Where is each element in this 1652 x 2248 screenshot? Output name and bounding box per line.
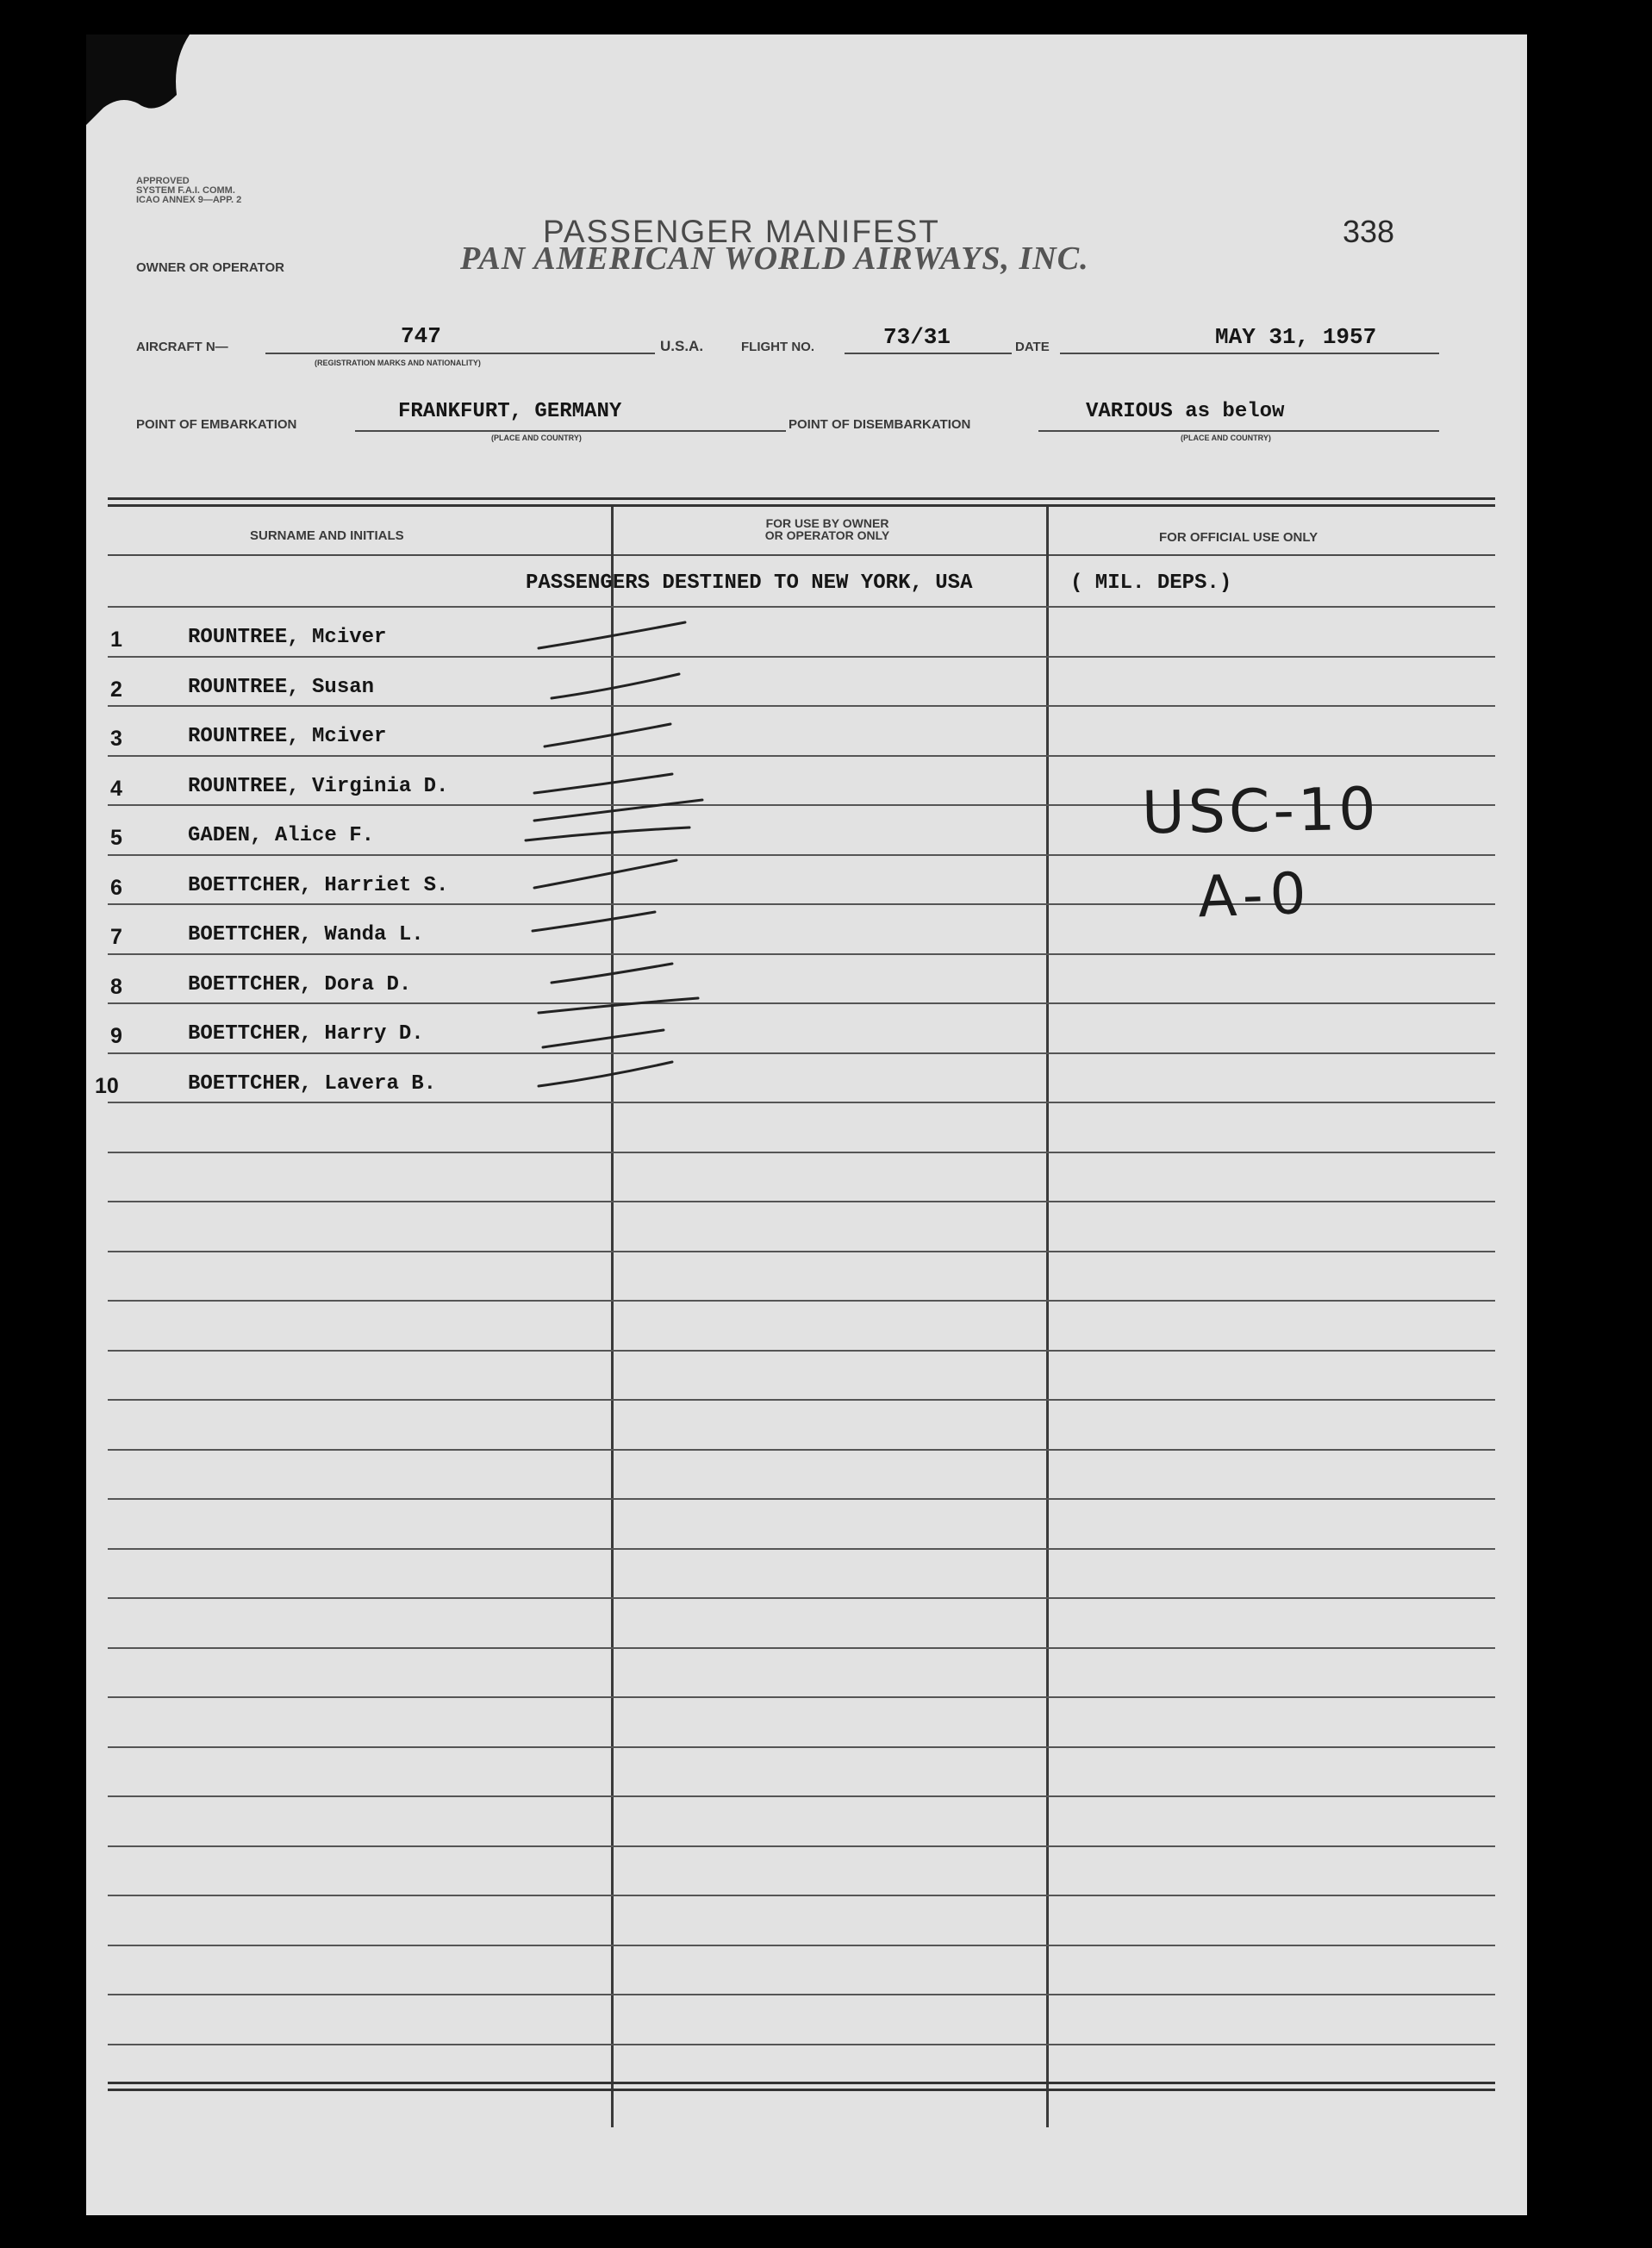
- form-title: PASSENGER MANIFEST: [543, 214, 940, 249]
- check-mark: [539, 622, 685, 648]
- disembarkation-value: VARIOUS as below: [1086, 400, 1285, 423]
- col-header-owner-line-2: OR OPERATOR ONLY: [764, 528, 890, 542]
- row-number: 9: [110, 1024, 122, 1048]
- manifest-page: [86, 34, 1527, 2215]
- check-mark: [534, 800, 702, 821]
- check-mark: [545, 724, 670, 746]
- flight-value: 73/31: [883, 324, 951, 350]
- embarkation-label: POINT OF EMBARKATION: [136, 417, 297, 432]
- approval-line-1: APPROVED: [136, 176, 190, 186]
- row-number: 6: [110, 875, 122, 900]
- passenger-name: ROUNTREE, Susan: [188, 675, 375, 699]
- handwritten-note-1: USC-10: [1141, 775, 1381, 848]
- row-number: 7: [110, 925, 122, 949]
- row-number: 10: [95, 1073, 119, 1098]
- disembarkation-label: POINT OF DISEMBARKATION: [789, 417, 971, 432]
- row-number: 2: [110, 677, 122, 702]
- col-header-surname: SURNAME AND INITIALS: [250, 528, 404, 543]
- passenger-name: ROUNTREE, Virginia D.: [188, 774, 449, 798]
- row-number: 4: [110, 776, 122, 801]
- check-mark: [539, 998, 698, 1013]
- check-mark: [534, 774, 672, 793]
- handwritten-note-2: A-0: [1196, 859, 1314, 931]
- check-mark: [552, 674, 679, 698]
- passenger-name: ROUNTREE, Mciver: [188, 725, 387, 748]
- col-header-official: FOR OFFICIAL USE ONLY: [1159, 530, 1318, 545]
- aircraft-label: AIRCRAFT N—: [136, 340, 228, 354]
- check-mark: [526, 827, 689, 840]
- embarkation-value: FRANKFURT, GERMANY: [398, 400, 622, 423]
- row-number: 5: [110, 826, 122, 850]
- section-note: PASSENGERS DESTINED TO NEW YORK, USA: [526, 571, 973, 595]
- passenger-name: GADEN, Alice F.: [188, 824, 375, 847]
- check-mark: [539, 1062, 672, 1086]
- usa-label: U.S.A.: [660, 338, 704, 354]
- passenger-name: BOETTCHER, Dora D.: [188, 972, 412, 996]
- check-mark: [534, 860, 676, 888]
- disembarkation-caption: (PLACE AND COUNTRY): [1181, 434, 1271, 442]
- approval-line-2: SYSTEM F.A.I. COMM.: [136, 185, 235, 196]
- check-mark: [543, 1030, 664, 1047]
- passenger-name: BOETTCHER, Harry D.: [188, 1022, 424, 1046]
- date-label: DATE: [1015, 340, 1050, 354]
- col-header-owner-line-1: FOR USE BY OWNER: [765, 516, 889, 530]
- check-marks: [86, 34, 1527, 2215]
- flight-label: FLIGHT NO.: [741, 340, 814, 354]
- passenger-name: ROUNTREE, Mciver: [188, 626, 387, 649]
- passenger-name: BOETTCHER, Harriet S.: [188, 873, 449, 897]
- row-number: 8: [110, 974, 122, 999]
- registration-caption: (REGISTRATION MARKS AND NATIONALITY): [315, 359, 481, 367]
- date-value: MAY 31, 1957: [1215, 324, 1377, 350]
- page-number: 338: [1343, 214, 1395, 249]
- approval-line-3: ICAO ANNEX 9—APP. 2: [136, 195, 242, 205]
- row-number: 3: [110, 727, 122, 751]
- section-note-official: ( MIL. DEPS.): [1070, 571, 1232, 595]
- owner-label: OWNER OR OPERATOR: [136, 260, 284, 275]
- check-mark-group: [526, 622, 702, 1086]
- torn-corner: [86, 34, 207, 138]
- embarkation-caption: (PLACE AND COUNTRY): [491, 434, 582, 442]
- check-mark: [533, 912, 655, 931]
- aircraft-value: 747: [401, 323, 441, 349]
- passenger-name: BOETTCHER, Wanda L.: [188, 923, 424, 946]
- row-number: 1: [110, 628, 122, 652]
- passenger-name: BOETTCHER, Lavera B.: [188, 1071, 437, 1096]
- check-mark: [552, 964, 672, 983]
- owner-value: PAN AMERICAN WORLD AIRWAYS, INC.: [460, 240, 1089, 277]
